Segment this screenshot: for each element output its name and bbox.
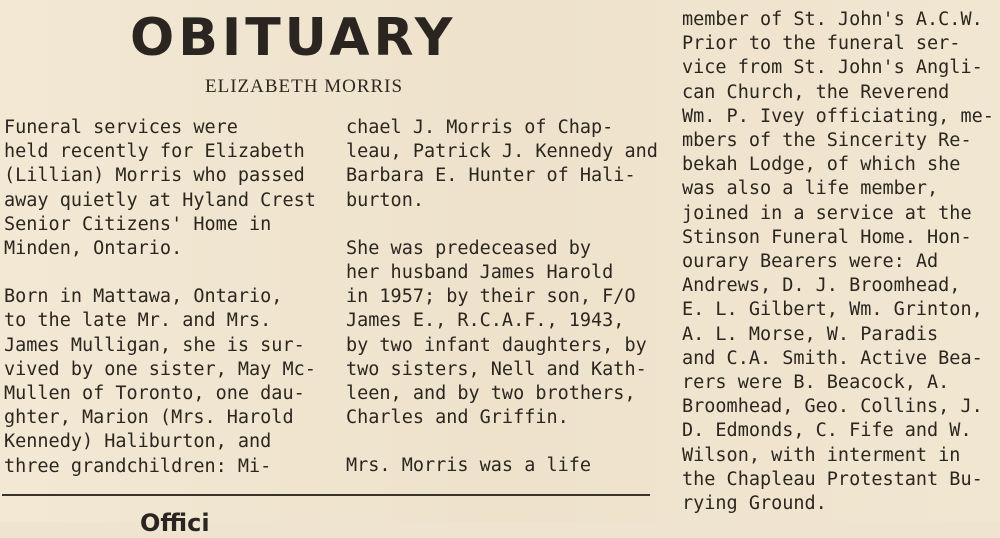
headline: OBITUARY xyxy=(130,8,457,68)
text-line: vice from St. John's Angli- xyxy=(682,57,983,79)
text-line: ghter, Marion (Mrs. Harold xyxy=(4,407,294,429)
text-line: Prior to the funeral ser- xyxy=(682,33,961,55)
text-line: member of St. John's A.C.W. xyxy=(682,9,983,30)
paragraph xyxy=(4,116,316,261)
next-article-headline-fragment: Offici xyxy=(140,509,210,537)
text-line: Senior Citizens' Home in xyxy=(4,213,272,235)
text-line: burton. xyxy=(346,189,424,211)
text-line: leen, and by two brothers, xyxy=(346,383,636,405)
text-line: and C.A. Smith. Active Bea- xyxy=(682,347,983,369)
text-line: Mullen of Toronto, one dau- xyxy=(4,383,305,405)
text-line: E. L. Gilbert, Wm. Grinton, xyxy=(682,299,983,321)
text-line: to the late Mr. and Mrs. xyxy=(4,310,272,332)
column-3 xyxy=(682,8,994,516)
paragraph xyxy=(346,116,658,213)
text-line: can Church, the Reverend xyxy=(682,81,950,103)
text-line: Wilson, with interment in xyxy=(682,444,961,466)
text-line: Minden, Ontario. xyxy=(4,238,183,260)
text-line: Stinson Funeral Home. Hon- xyxy=(682,226,972,248)
text-line: in 1957; by their son, F/O xyxy=(346,286,636,308)
text-line: vived by one sister, May Mc- xyxy=(4,358,316,380)
column-2 xyxy=(346,116,658,479)
text-line: was also a life member, xyxy=(682,178,939,200)
text-line: A. L. Morse, W. Paradis xyxy=(682,323,939,345)
text-line: Barbara E. Hunter of Hali- xyxy=(346,165,636,187)
text-line: D. Edmonds, C. Fife and W. xyxy=(682,420,972,442)
text-line: (Lillian) Morris who passed xyxy=(4,165,305,187)
text-line: Born in Mattawa, Ontario, xyxy=(4,286,283,308)
text-line: two sisters, Nell and Kath- xyxy=(346,358,647,380)
text-line: James Mulligan, she is sur- xyxy=(4,334,305,356)
text-line: Wm. P. Ivey officiating, me- xyxy=(682,105,994,127)
text-line: chael J. Morris of Chap- xyxy=(346,117,614,138)
subhead-name: ELIZABETH MORRIS xyxy=(205,76,404,97)
text-line: Funeral services were xyxy=(4,117,238,138)
text-line: James E., R.C.A.F., 1943, xyxy=(346,310,625,332)
text-line: rers were B. Beacock, A. xyxy=(682,372,950,394)
text-line: Mrs. Morris was a life xyxy=(346,455,592,477)
paragraph xyxy=(346,237,658,431)
paragraph xyxy=(682,8,994,516)
text-line: She was predeceased by xyxy=(346,237,592,259)
paragraph-gap xyxy=(346,213,658,237)
text-line: away quietly at Hyland Crest xyxy=(4,189,316,211)
text-line: Broomhead, Geo. Collins, J. xyxy=(682,396,983,418)
text-line: Andrews, D. J. Broomhead, xyxy=(682,275,961,297)
text-line: Charles and Griffin. xyxy=(346,407,569,429)
text-line: by two infant daughters, by xyxy=(346,334,647,356)
paragraph-gap xyxy=(4,261,316,285)
text-line: leau, Patrick J. Kennedy and xyxy=(346,141,658,163)
text-line: her husband James Harold xyxy=(346,262,614,284)
text-line: three grandchildren: Mi- xyxy=(4,455,272,477)
text-line: ourary Bearers were: Ad xyxy=(682,251,939,273)
text-line: bekah Lodge, of which she xyxy=(682,154,961,176)
text-line: mbers of the Sincerity Re- xyxy=(682,130,972,152)
text-line: the Chapleau Protestant Bu- xyxy=(682,468,983,490)
column-rule xyxy=(2,494,650,496)
column-1 xyxy=(4,116,316,479)
text-line: Kennedy) Haliburton, and xyxy=(4,431,272,453)
text-line: rying Ground. xyxy=(682,493,827,515)
text-line: held recently for Elizabeth xyxy=(4,141,305,163)
paragraph-gap xyxy=(346,430,658,454)
paragraph xyxy=(346,454,658,478)
paragraph xyxy=(4,285,316,479)
text-line: joined in a service at the xyxy=(682,202,972,224)
